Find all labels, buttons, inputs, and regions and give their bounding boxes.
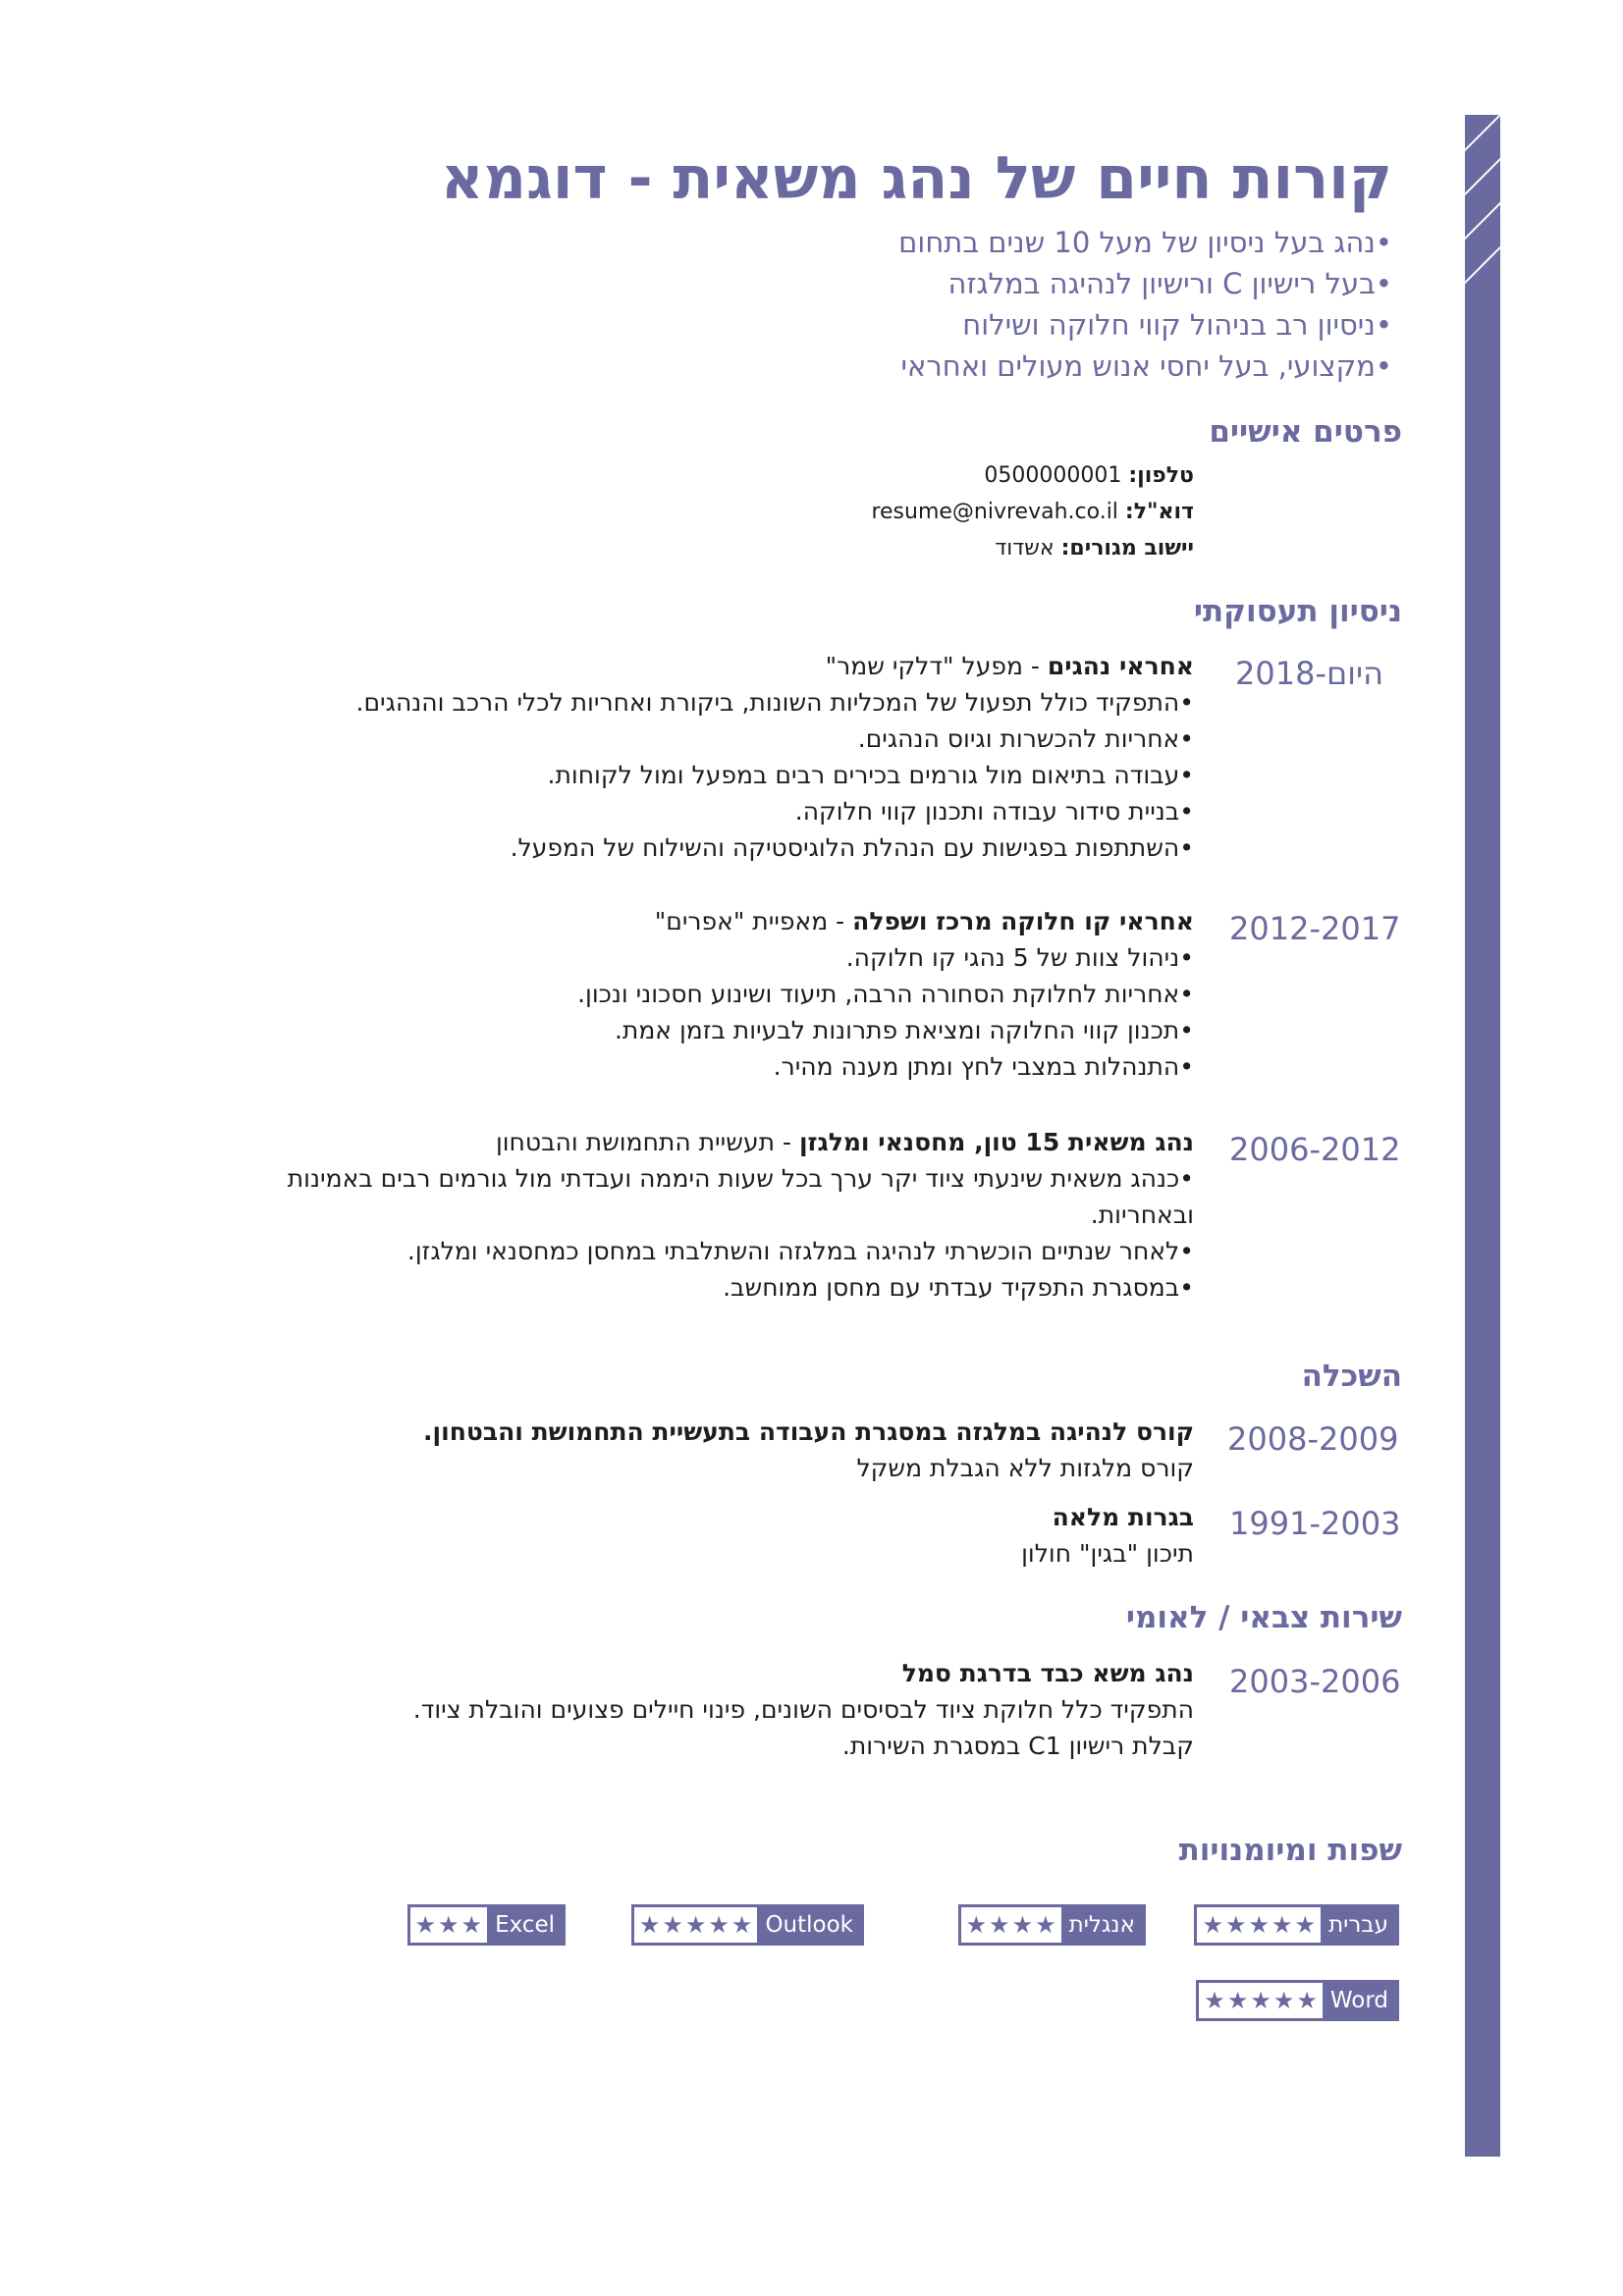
service-entry bbox=[212, 1655, 1194, 1764]
email-value: resume@nivrevah.co.il bbox=[871, 500, 1118, 524]
city-label: יישוב מגורים: bbox=[1060, 536, 1194, 561]
star-icon: ★ bbox=[460, 1911, 483, 1939]
skill-name: אנגלית bbox=[1061, 1907, 1143, 1943]
star-icon: ★ bbox=[1204, 1987, 1225, 2014]
skill-name: Word bbox=[1323, 1983, 1396, 2018]
job-bullet: •תכנון קווי החלוקה ומציאת פתרונות לבעיות בזמן אמת. bbox=[614, 1016, 1194, 1044]
job-bullet: •השתתפות בפגישות עם הנהלת הלוגיסטיקה והשילוח של המפעל. bbox=[510, 833, 1194, 862]
job-employer: - תעשיית התחמושת והבטחון bbox=[495, 1128, 799, 1156]
star-icon: ★ bbox=[414, 1911, 437, 1939]
star-icon: ★ bbox=[989, 1911, 1010, 1939]
skill-badge bbox=[631, 1904, 864, 1946]
skill-badge bbox=[958, 1904, 1146, 1946]
stripes-decoration bbox=[1465, 115, 1500, 292]
star-icon: ★ bbox=[1035, 1911, 1056, 1939]
star-icon: ★ bbox=[1296, 1987, 1318, 2014]
phone-row bbox=[871, 457, 1194, 494]
education-entry bbox=[212, 1499, 1194, 1572]
phone-value: 0500000001 bbox=[984, 463, 1122, 488]
email-label: דוא"ל: bbox=[1124, 500, 1194, 524]
job-bullets bbox=[212, 684, 1194, 866]
job-bullet: •אחריות לחלוקת הסחורה הרבה, תיעוד ושינוע חסכוני ונכון. bbox=[577, 980, 1194, 1008]
education-title: קורס לנהיגה במלגזה במסגרת העבודה בתעשיית התחמושת והבטחון. bbox=[423, 1417, 1194, 1446]
summary-item: •נהג בעל ניסיון של מעל 10 שנים בתחום bbox=[898, 226, 1392, 259]
skill-name: Outlook bbox=[757, 1907, 861, 1943]
personal-heading: פרטים אישיים bbox=[1209, 414, 1402, 450]
summary-item: •בעל רישיון C ורישיון לנהיגה במלגזה bbox=[947, 267, 1392, 300]
skill-badge bbox=[407, 1904, 566, 1946]
city-value: אשדוד bbox=[995, 536, 1055, 561]
resume-title: קורות חיים של נהג משאית - דוגמא bbox=[440, 144, 1392, 213]
job-bullet: •ניהול צוות של 5 נהגי קו חלוקה. bbox=[845, 943, 1194, 972]
service-dates: 2003-2006 bbox=[1229, 1663, 1401, 1700]
job-bullet: •התנהלות במצבי לחץ ומתן מענה מהיר. bbox=[773, 1052, 1194, 1081]
skill-name: Excel bbox=[487, 1907, 563, 1943]
job-role: אחראי קו חלוקה מרכז ושפלה bbox=[852, 907, 1194, 935]
star-rating bbox=[1197, 1907, 1321, 1943]
education-title: בגרות מלאה bbox=[1052, 1503, 1194, 1531]
star-icon: ★ bbox=[1225, 1911, 1247, 1939]
summary-item: •ניסיון רב בניהול קווי חלוקה ושילוח bbox=[962, 308, 1392, 342]
job-dates: 2018-היום bbox=[1235, 655, 1383, 692]
contact-details bbox=[871, 457, 1194, 566]
star-rating bbox=[961, 1907, 1061, 1943]
job-bullet: •כנהג משאית שינעתי ציוד יקר ערך בכל שעות היממה ועבדתי מול גורמים רבים באמינות ובאחריות. bbox=[287, 1164, 1194, 1229]
star-rating bbox=[634, 1907, 758, 1943]
star-icon: ★ bbox=[1272, 1987, 1295, 2014]
job-bullet: •עבודה בתיאום מול גורמים בכירים רבים במפעל ומול לקוחות. bbox=[547, 761, 1194, 789]
skill-name: עברית bbox=[1321, 1907, 1396, 1943]
experience-heading: ניסיון תעסוקתי bbox=[1193, 594, 1402, 629]
star-icon: ★ bbox=[708, 1911, 730, 1939]
job-role: נהג משאית 15 טון, מחסנאי ומלגזן bbox=[798, 1128, 1194, 1156]
star-icon: ★ bbox=[684, 1911, 707, 1939]
skill-badge bbox=[1196, 1980, 1399, 2021]
job-bullet: •אחריות להכשרות וגיוס הנהגים. bbox=[857, 724, 1194, 753]
phone-label: טלפון: bbox=[1128, 463, 1194, 488]
job-bullet: •התפקיד כולל תפעול של המכליות השונות, ביקורת ואחריות לכלי הרכב והנהגים. bbox=[355, 688, 1194, 717]
job-dates: 2012-2017 bbox=[1229, 910, 1401, 947]
star-icon: ★ bbox=[1271, 1911, 1293, 1939]
education-dates: 1991-2003 bbox=[1229, 1505, 1401, 1542]
education-detail: תיכון "בגין" חולון bbox=[1021, 1539, 1194, 1568]
service-heading: שירות צבאי / לאומי bbox=[1125, 1600, 1402, 1635]
job-entry bbox=[212, 903, 1194, 1085]
job-bullets bbox=[212, 939, 1194, 1085]
star-rating bbox=[410, 1907, 488, 1943]
star-icon: ★ bbox=[1248, 1911, 1271, 1939]
star-icon: ★ bbox=[1250, 1987, 1271, 2014]
star-icon: ★ bbox=[1202, 1911, 1223, 1939]
job-bullet: •לאחר שנתיים הוכשרתי לנהיגה במלגזה והשתלבתי במחסן כמחסנאי ומלגזן. bbox=[406, 1237, 1194, 1265]
job-employer: - מפעל "דלקי שמר" bbox=[825, 652, 1048, 680]
education-dates: 2008-2009 bbox=[1227, 1420, 1399, 1458]
education-heading: השכלה bbox=[1301, 1359, 1402, 1394]
email-row bbox=[871, 494, 1194, 530]
star-icon: ★ bbox=[638, 1911, 661, 1939]
star-rating bbox=[1199, 1983, 1323, 2018]
job-entry bbox=[212, 1124, 1194, 1306]
skills-heading: שפות ומיומנויות bbox=[1178, 1833, 1402, 1868]
star-icon: ★ bbox=[438, 1911, 460, 1939]
star-icon: ★ bbox=[730, 1911, 753, 1939]
summary-item: •מקצועי, בעל יחסי אנוש מעולים ואחראי bbox=[900, 349, 1392, 383]
star-icon: ★ bbox=[1226, 1987, 1249, 2014]
education-entry bbox=[212, 1414, 1194, 1486]
star-icon: ★ bbox=[662, 1911, 683, 1939]
city-row bbox=[871, 530, 1194, 566]
accent-sidebar bbox=[1465, 115, 1500, 2157]
job-role: אחראי נהגים bbox=[1047, 652, 1194, 680]
service-line: קבלת רישיון C1 במסגרת השירות. bbox=[841, 1732, 1194, 1760]
service-line: התפקיד כלל חלוקת ציוד לבסיסים השונים, פינוי חיילים פצועים והובלת ציוד. bbox=[412, 1695, 1194, 1724]
job-bullet: •בניית סידור עבודה ותכנון קווי חלוקה. bbox=[794, 797, 1194, 826]
star-icon: ★ bbox=[1294, 1911, 1317, 1939]
job-entry bbox=[212, 648, 1194, 866]
summary-list bbox=[898, 222, 1392, 387]
job-bullets bbox=[212, 1160, 1194, 1306]
job-employer: - מאפיית "אפרים" bbox=[654, 907, 853, 935]
education-detail: קורס מלגזות ללא הגבלת משקל bbox=[856, 1454, 1194, 1482]
skill-badge bbox=[1194, 1904, 1399, 1946]
job-bullet: •במסגרת התפקיד עבדתי עם מחסן ממוחשב. bbox=[723, 1273, 1194, 1302]
service-title: נהג משא כבד בדרגת סמל bbox=[901, 1659, 1194, 1687]
star-icon: ★ bbox=[1011, 1911, 1034, 1939]
star-icon: ★ bbox=[965, 1911, 988, 1939]
job-dates: 2006-2012 bbox=[1229, 1131, 1401, 1168]
